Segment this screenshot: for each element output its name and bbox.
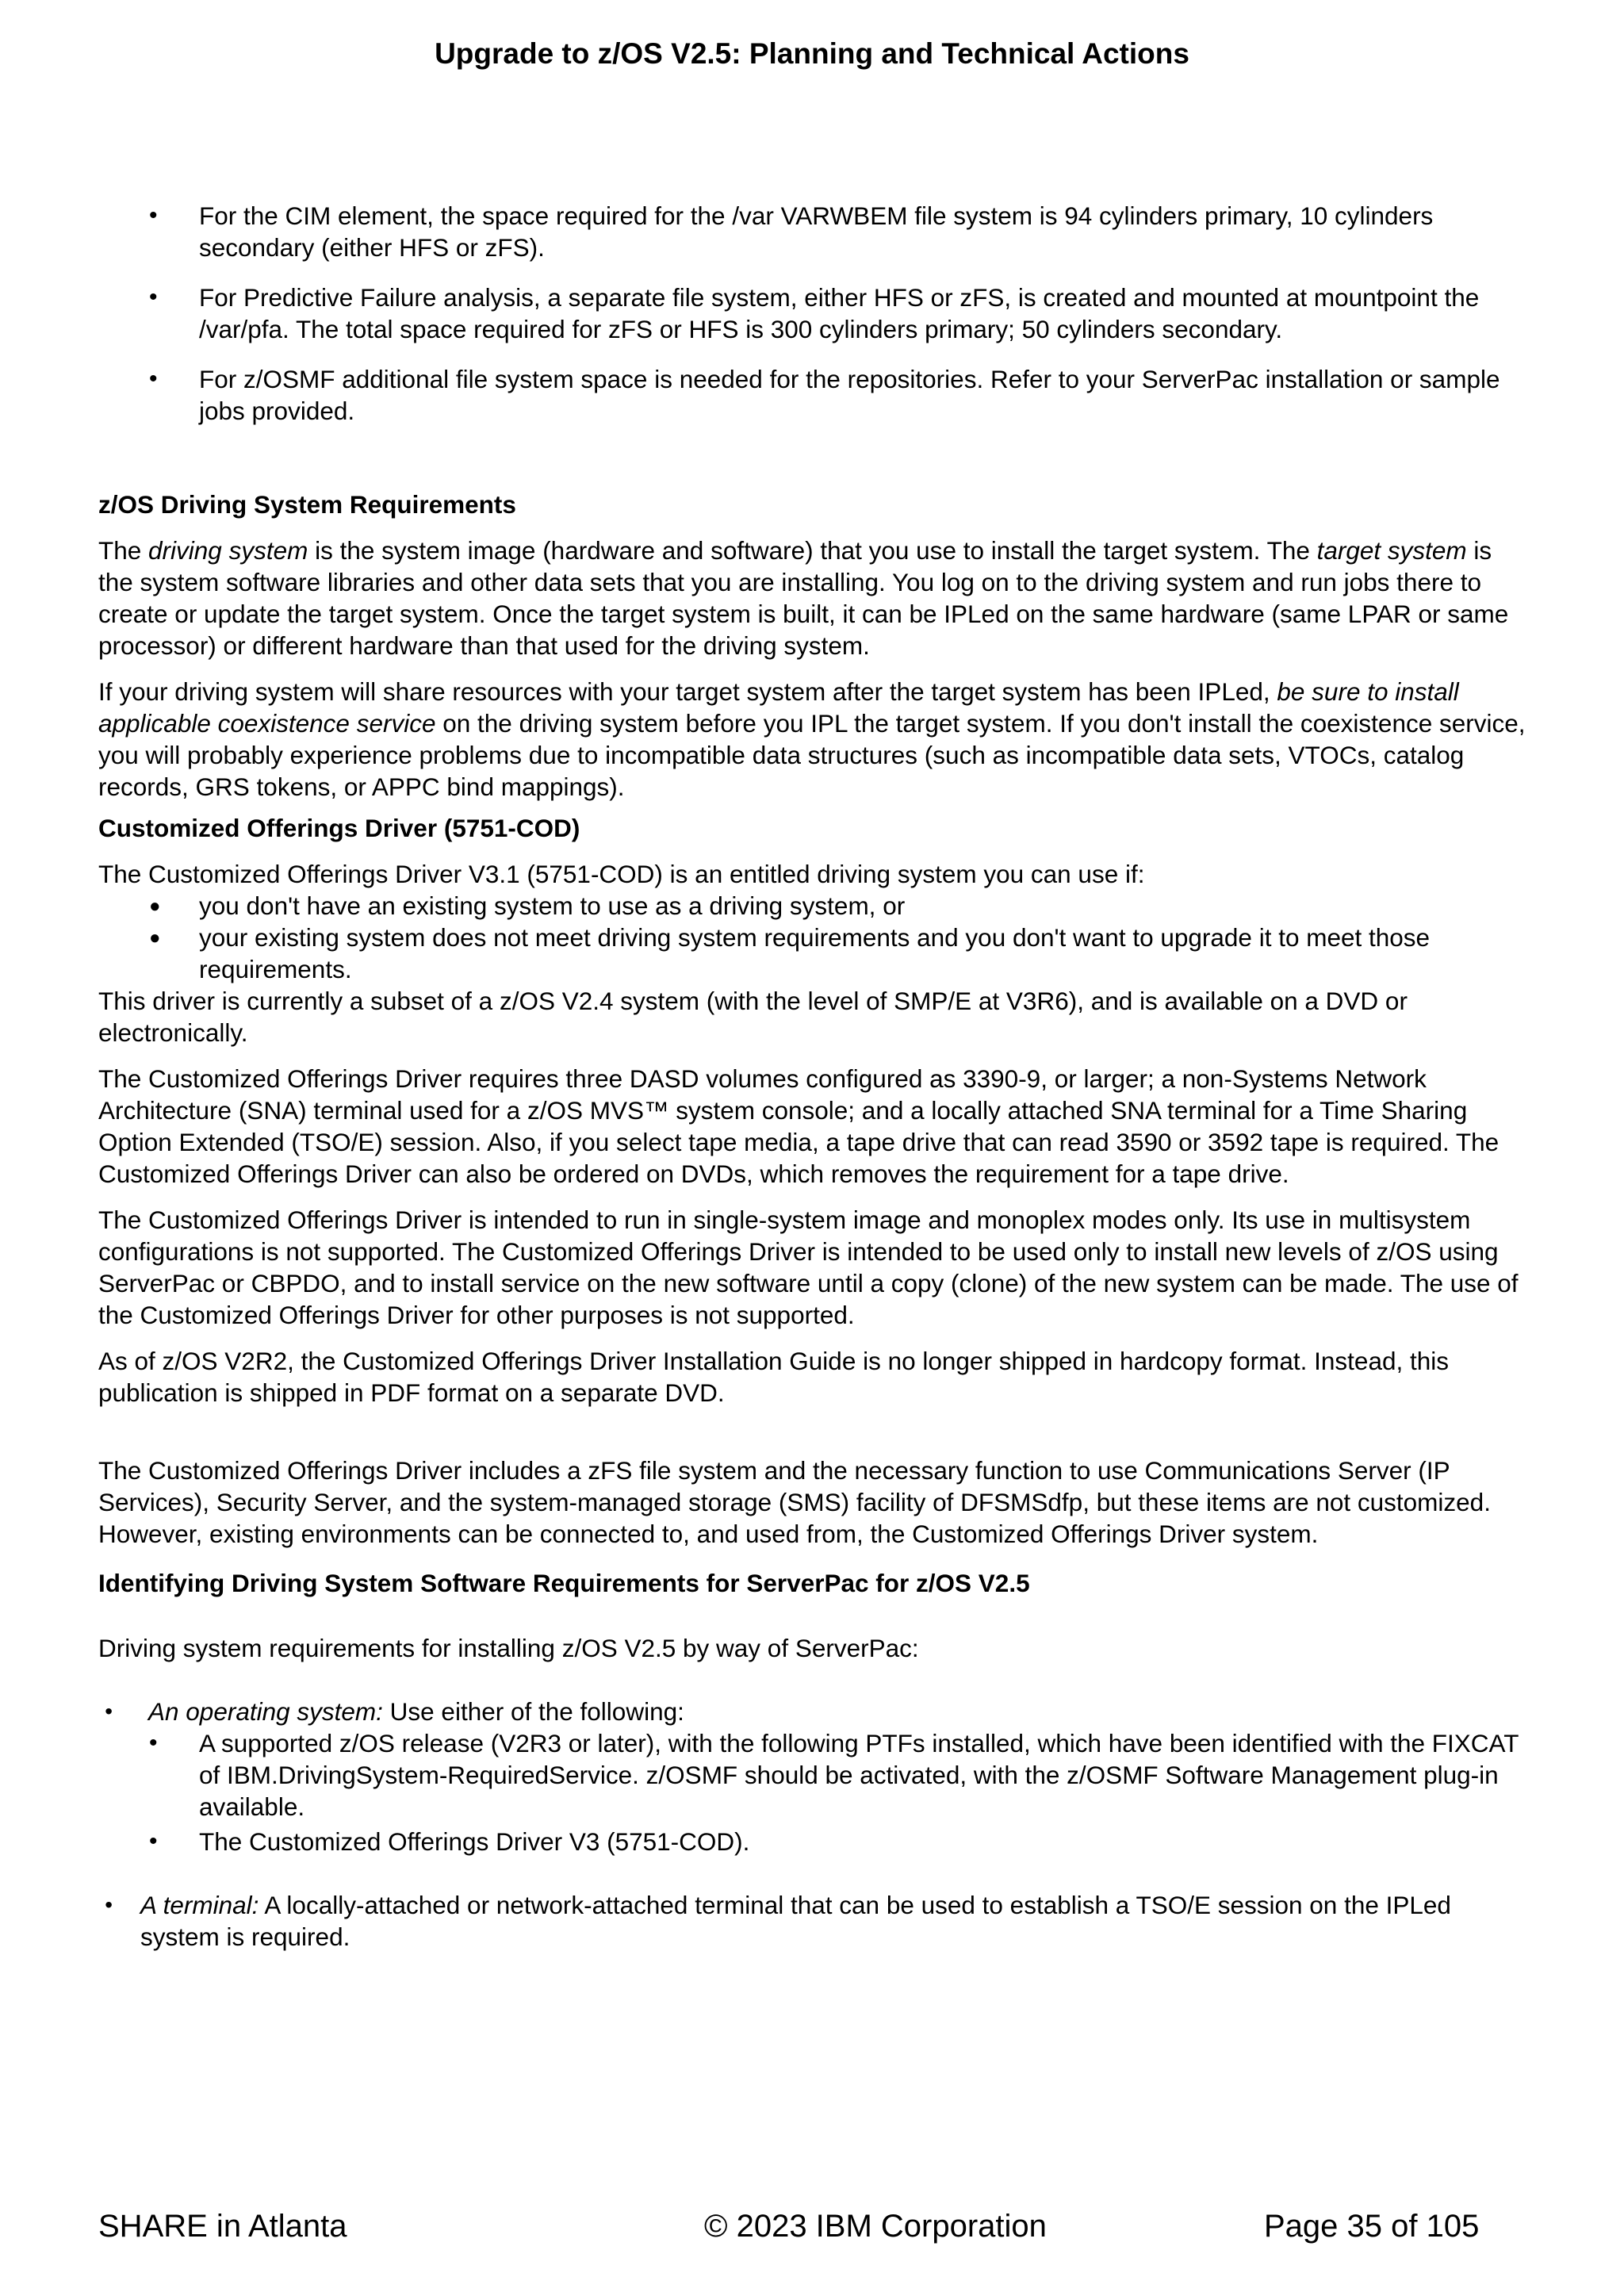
footer-page-number: Page 35 of 105	[1264, 2209, 1480, 2244]
list-item-operating-system: • An operating system: Use either of the following:	[105, 1697, 684, 1726]
list-item	[98, 1826, 1526, 1857]
paragraph: As of z/OS V2R2, the Customized Offerings Driver Installation Guide is no longer shipped in hardcopy format. Instead, this publication is shipped in PDF format on a separate DVD.	[98, 1347, 1450, 1407]
bullet-icon: •	[149, 284, 158, 310]
list-item-text: For the CIM element, the space required for the /var VARWBEM file system is 94 cylinders primary, 10 cylinders secondary (either HFS or zFS).	[199, 201, 1434, 262]
page-content	[98, 200, 1526, 1953]
bullet-icon: •	[105, 1699, 113, 1723]
bullet-icon: ●	[149, 895, 161, 917]
list-item	[98, 363, 1526, 427]
paragraph: The Customized Offerings Driver requires three DASD volumes configured as 3390-9, or larger; a non-Systems Network Architecture (SNA) terminal used for a z/OS MVS™ system console; and a locally attached SNA terminal for a Time Sharing Option Extended (TSO/E) session. Also, if you select tape media, a tape drive that can read 3590 or 3592 tape is required. The Customized Offerings Driver can also be ordered on DVDs, which removes the requirement for a tape drive.	[98, 1064, 1500, 1188]
list-item-text: A supported z/OS release (V2R3 or later), with the following PTFs installed, which have been identified with the FIXCAT of IBM.DrivingSystem-RequiredService. z/OSMF should be activated, with the z/OSMF Software Management plug-in available.	[199, 1729, 1519, 1821]
paragraph: This driver is currently a subset of a z/OS V2.4 system (with the level of SMP/E at V3R6), and is available on a DVD or electronically.	[98, 987, 1408, 1047]
list-item-text: you don't have an existing system to use as a driving system, or	[199, 891, 906, 920]
bullet-icon: •	[149, 1730, 158, 1756]
list-item	[98, 922, 1526, 985]
paragraph: If your driving system will share resources with your target system after the target system has been IPLed, be sure to install applicable coexistence service on the driving system before you IPL the target system. If you don't install the coexistence service, you will probably experience problems due to incompatible data structures (such as incompatible data sets, VTOCs, catalog records, GRS tokens, or APPC bind mappings).	[98, 677, 1526, 801]
paragraph: The Customized Offerings Driver V3.1 (5751-COD) is an entitled driving system you can use if:	[98, 860, 1145, 888]
section-heading-driving: z/OS Driving System Requirements	[98, 490, 516, 519]
list-item-text: For Predictive Failure analysis, a separate file system, either HFS or zFS, is created and mounted at mountpoint the /var/pfa. The total space required for zFS or HFS is 300 cylinders primary; 50 cylinders secondary.	[199, 283, 1480, 343]
section-heading-identifying: Identifying Driving System Software Requirements for ServerPac for z/OS V2.5	[98, 1569, 1030, 1597]
list-item	[98, 1727, 1526, 1823]
bullet-icon: •	[105, 1892, 113, 1917]
bullet-icon: •	[149, 366, 158, 392]
list-item-text: For z/OSMF additional file system space is needed for the repositories. Refer to your ServerPac installation or sample jobs provided.	[199, 365, 1500, 425]
footer-copyright: © 2023 IBM Corporation	[704, 2209, 1047, 2244]
bullet-icon: •	[149, 1828, 158, 1854]
list-item	[98, 890, 1526, 922]
paragraph: The Customized Offerings Driver is intended to run in single-system image and monoplex modes only. Its use in multisystem configurations is not supported. The Customized Offerings Driver is intended to be used only to install new levels of z/OS using ServerPac or CBPDO, and to install service on the new software until a copy (clone) of the new system can be made. The use of the Customized Offerings Driver for other purposes is not supported.	[98, 1205, 1519, 1329]
list-item-text: your existing system does not meet driving system requirements and you don't want to upgrade it to meet those requirements.	[199, 923, 1431, 983]
footer-left: SHARE in Atlanta	[98, 2209, 347, 2244]
list-item-terminal: • A terminal: A locally-attached or network-attached terminal that can be used to establish a TSO/E session on the IPLed system is required.	[105, 1891, 1451, 1951]
paragraph: The driving system is the system image (hardware and software) that you use to install the target system. The target system is the system software libraries and other data sets that you are installing. You log on to the driving system and run jobs there to create or update the target system. Once the target system is built, it can be IPLed on the same hardware (same LPAR or same processor) or different hardware than that used for the driving system.	[98, 536, 1509, 660]
section-heading-cod: Customized Offerings Driver (5751-COD)	[98, 814, 580, 842]
list-item	[98, 282, 1526, 345]
list-item-text: The Customized Offerings Driver V3 (5751-COD).	[199, 1827, 750, 1856]
paragraph: Driving system requirements for installing z/OS V2.5 by way of ServerPac:	[98, 1634, 919, 1662]
paragraph: The Customized Offerings Driver includes a zFS file system and the necessary function to use Communications Server (IP Services), Security Server, and the system-managed storage (SMS) facility of DFSMSdfp, but these items are not customized. However, existing environments can be connected to, and used from, the Customized Offerings Driver system.	[98, 1456, 1491, 1548]
bullet-icon: ●	[149, 927, 161, 949]
page-header-title: Upgrade to z/OS V2.5: Planning and Technical Actions	[435, 37, 1189, 70]
bullet-icon: •	[149, 202, 158, 228]
list-item	[98, 200, 1526, 263]
